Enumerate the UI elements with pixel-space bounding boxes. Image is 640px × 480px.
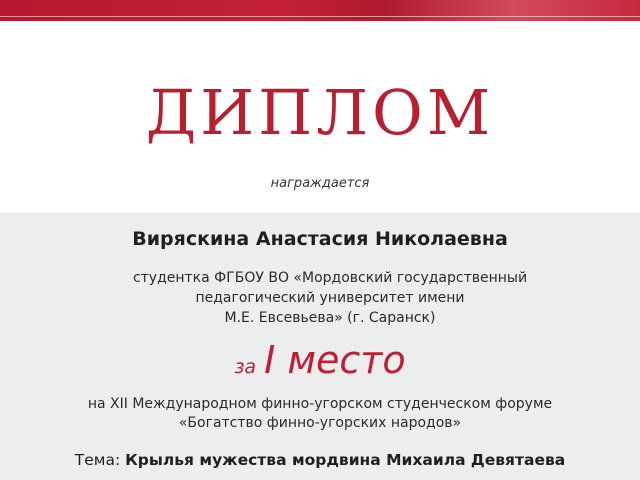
awarded-caption: награждается [270,176,370,191]
organization-line: педагогический университет имени [195,290,465,306]
organization-line: студентка ФГБОУ ВО «Мордовский государственный [132,270,528,286]
place-rank: I место [264,338,406,382]
event-line: на XII Международном финно-угорском студенческом форуме [87,396,553,412]
theme-line [0,451,640,469]
recipient-name: Виряскина Анастасия Николаевна [132,228,508,250]
theme-value: Крылья мужества мордвина Михаила Девятаева [125,451,566,469]
event-line: «Богатство финно-угорских народов» [178,415,462,431]
event-block [60,395,580,433]
place-award [0,338,640,382]
diploma-title: ДИПЛОМ [145,76,495,149]
organization-block [100,268,560,328]
top-decorative-band [0,0,640,21]
place-prefix: за [234,356,257,378]
organization-line: М.Е. Евсевьева» (г. Саранск) [224,310,436,326]
theme-label: Тема: [74,451,121,469]
